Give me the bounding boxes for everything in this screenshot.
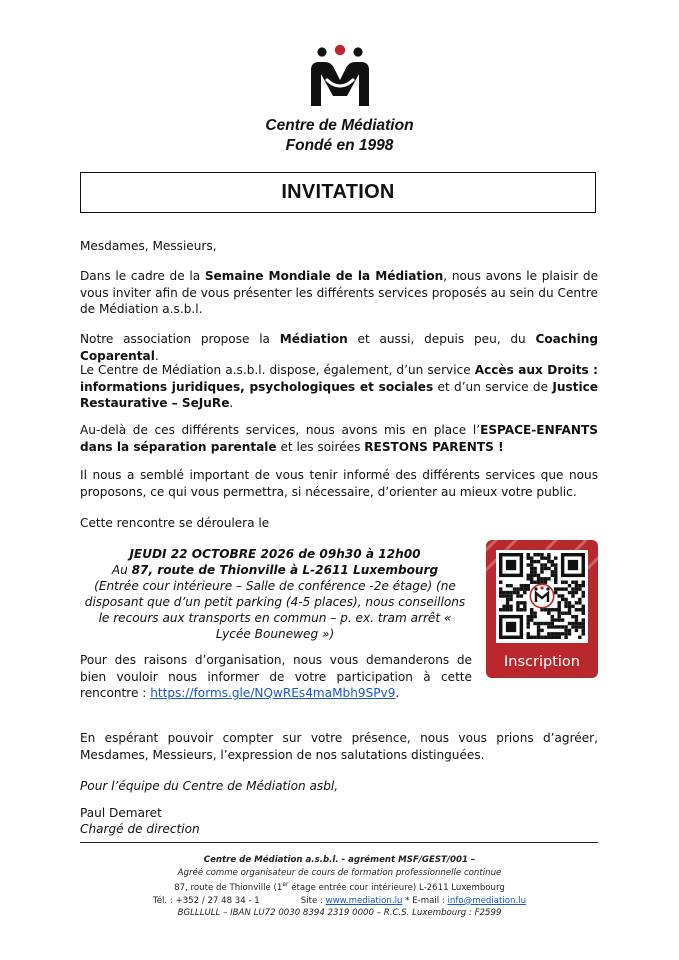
paragraph-espace-enfants: Au-delà de ces différents services, nous avons mis en place l’ESPACE-ENFANTS dans la séparation parentale et les soirées RESTONS PARENTS ! bbox=[80, 423, 598, 454]
centre-mediation-logo bbox=[307, 44, 373, 106]
closing-team: Pour l’équipe du Centre de Médiation asbl, bbox=[80, 779, 339, 793]
footer-line-bank: BGLLLULL – IBAN LU72 0030 8394 2319 0000 – R.C.S. Luxembourg : F2599 bbox=[177, 908, 502, 919]
salutation: Mesdames, Messieurs, bbox=[80, 239, 217, 253]
footer-line-agrement: Centre de Médiation a.s.b.l. - agrément MSF/GEST/001 – bbox=[203, 855, 476, 865]
paragraph-public: Il nous a semblé important de vous tenir informé des différents services que nous proposons, ce qui vous permettra, si nécessaire, d’orienter au mieux votre public. bbox=[80, 468, 598, 499]
signatory-role: Chargé de direction bbox=[80, 822, 200, 836]
paragraph-rencontre: Cette rencontre se déroulera le bbox=[80, 516, 270, 530]
org-founded: Fondé en 1998 bbox=[285, 137, 394, 154]
title-box bbox=[80, 172, 596, 213]
footer bbox=[0, 854, 679, 920]
qr-label: Inscription bbox=[504, 654, 580, 670]
footer-line-formation: Agréé comme organisateur de cours de formation professionnelle continue bbox=[177, 867, 502, 878]
event-block bbox=[80, 546, 470, 642]
closing-paragraph: En espérant pouvoir compter sur votre présence, nous vous prions d’agréer, Mesdames, Messieurs, l’expression de nos salutations distinguées. bbox=[80, 731, 598, 762]
footer-site-link[interactable]: www.mediation.lu bbox=[325, 895, 403, 906]
event-details: (Entrée cour intérieure – Salle de conférence -2e étage) (ne disposant que d’un petit parking (4-5 places), nous conseillons le recours aux transports en commun – p. ex. tram arrêt « Lycée Bouneweg ») bbox=[84, 579, 466, 641]
registration-link[interactable]: https://forms.gle/NQwREs4maMbh9SPv9 bbox=[150, 686, 396, 700]
footer-line-address: 87, route de Thionville (1er étage entrée cour intérieure) L-2611 Luxembourg bbox=[174, 881, 505, 894]
qr-code bbox=[486, 540, 598, 678]
footer-divider bbox=[80, 842, 598, 843]
org-name: Centre de Médiation bbox=[265, 117, 414, 134]
footer-line-contact: Tél. : +352 / 27 48 34 - 1 Site : www.mediation.lu * E-mail : info@mediation.lu bbox=[152, 895, 527, 906]
signatory-name: Paul Demaret bbox=[80, 806, 162, 820]
footer-email-link[interactable]: info@mediation.lu bbox=[447, 895, 527, 906]
paragraph-services: Notre association propose la Médiation et aussi, depuis peu, du Coaching Coparental. bbox=[80, 332, 598, 363]
paragraph-acces-droits: Le Centre de Médiation a.s.b.l. dispose, également, d’un service Accès aux Droits : informations juridiques, psychologiques et sociales et d’un service de Justice Restaurative – SeJuRe. bbox=[80, 363, 598, 410]
paragraph-intro: Dans le cadre de la Semaine Mondiale de la Médiation, nous avons le plaisir de vous inviter afin de vous présenter les différents services proposés au sein du Centre de Médiation a.s.b.l. bbox=[80, 269, 599, 316]
registration-paragraph: Pour des raisons d’organisation, nous vous demanderons de bien vouloir nous informer de votre participation à cette rencontre : https://forms.gle/NQwREs4maMbh9SPv9. bbox=[80, 653, 472, 700]
event-address: Au 87, route de Thionville à L-2611 Luxembourg bbox=[111, 563, 439, 577]
page-title: INVITATION bbox=[281, 181, 395, 203]
qr-inscription-card[interactable] bbox=[486, 540, 598, 678]
event-date: JEUDI 22 OCTOBRE 2026 de 09h30 à 12h00 bbox=[129, 547, 421, 561]
